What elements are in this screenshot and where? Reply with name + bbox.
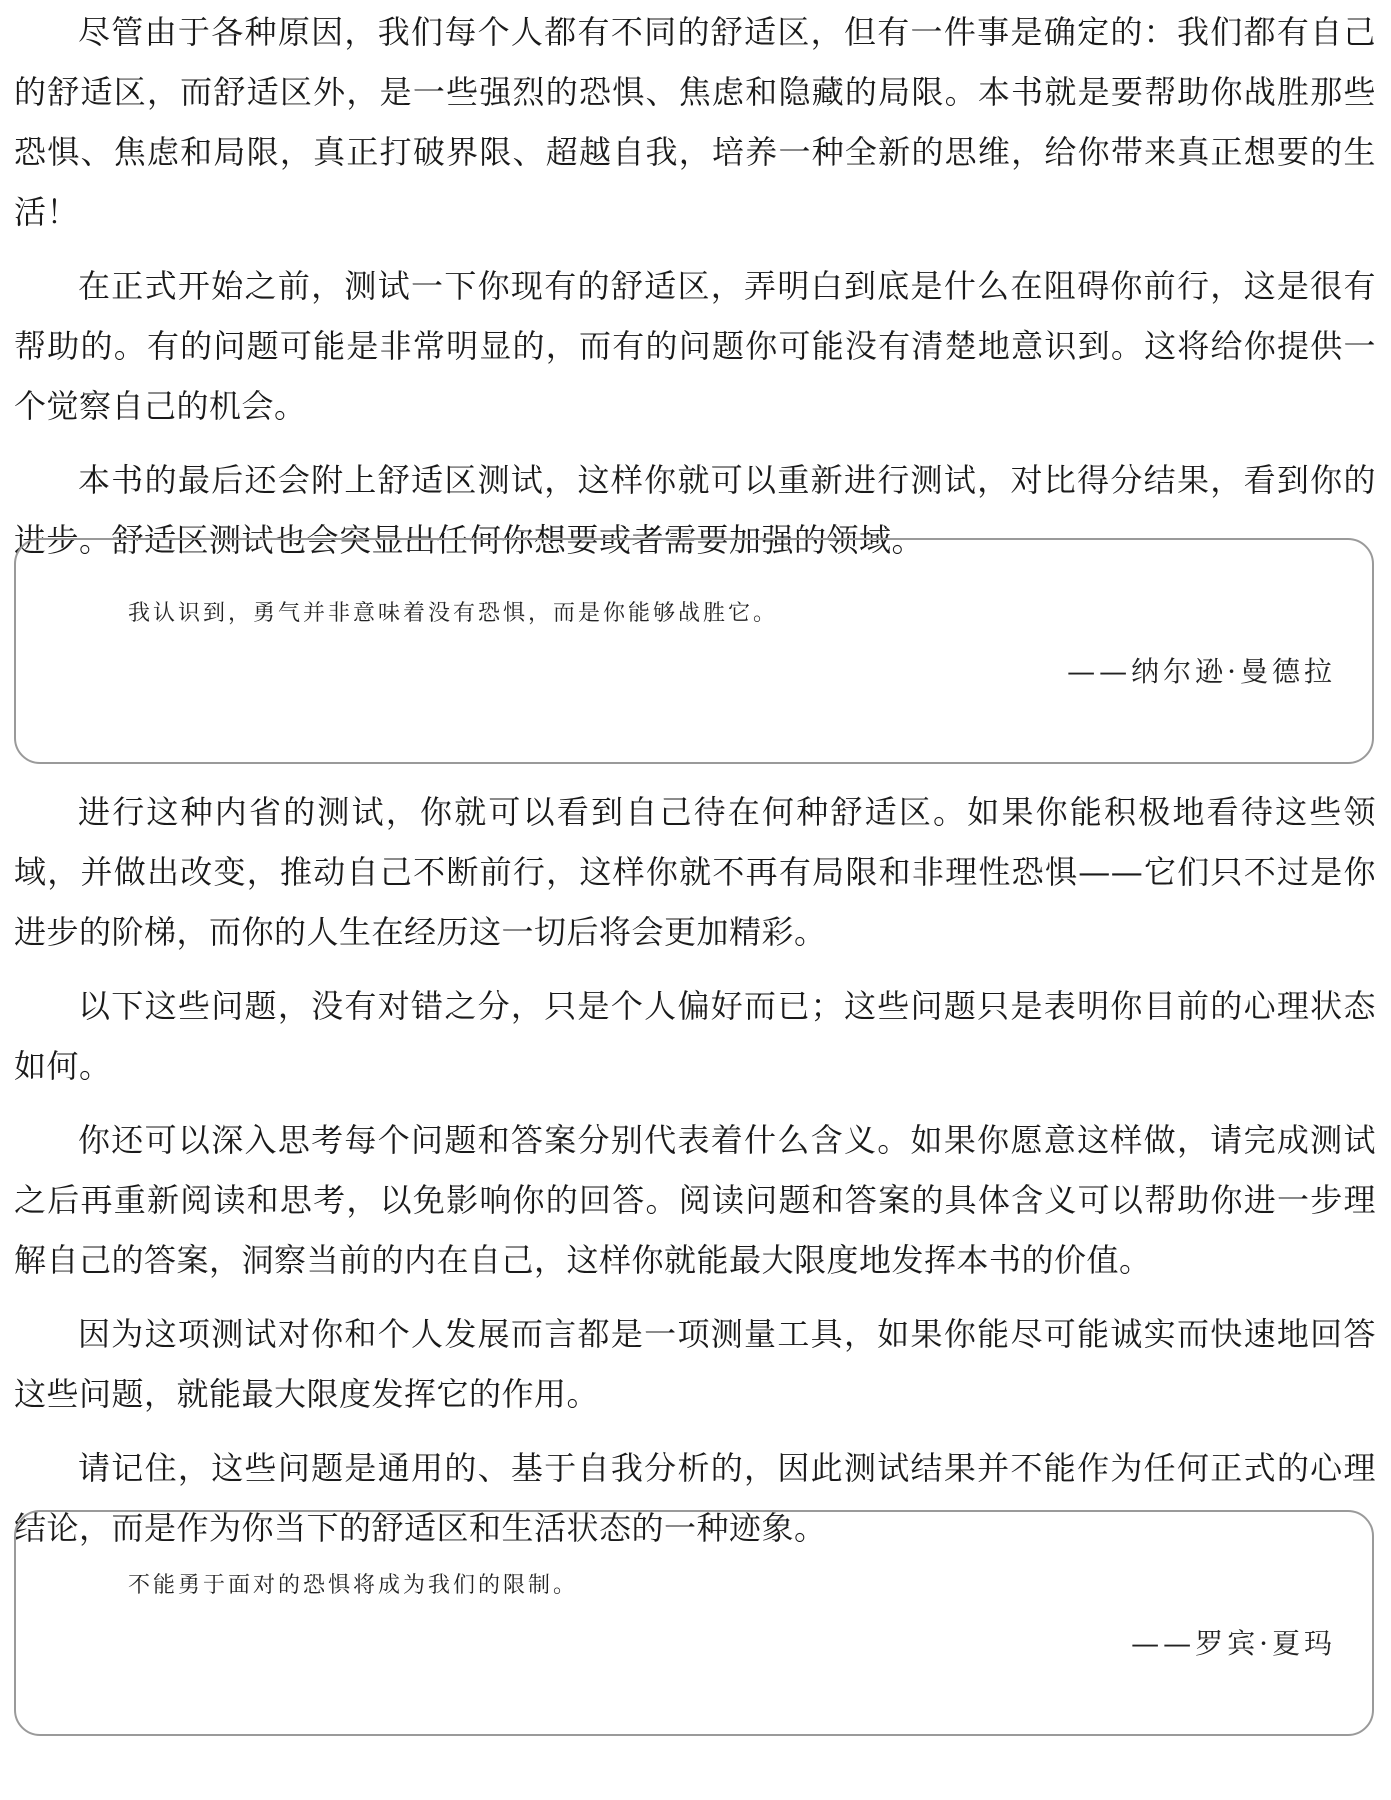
paragraph: 尽管由于各种原因，我们每个人都有不同的舒适区，但有一件事是确定的：我们都有自己的舒适区，而舒适区外，是一些强烈的恐惧、焦虑和隐藏的局限。本书就是要帮助你战胜那些恐惧、焦虑和局限，真正打破界限、超越自我，培养一种全新的思维，给你带来真正想要的生活！ (14, 13, 1376, 231)
paragraph: 请记住，这些问题是通用的、基于自我分析的，因此测试结果并不能作为任何正式的心理结论，而是作为你当下的舒适区和生活状态的一种迹象。 (14, 1449, 1376, 1547)
quote-author: ——纳尔逊·曼德拉 (1067, 655, 1336, 688)
paragraph: 你还可以深入思考每个问题和答案分别代表着什么含义。如果你愿意这样做，请完成测试之后再重新阅读和思考，以免影响你的回答。阅读问题和答案的具体含义可以帮助你进一步理解自己的答案，洞察当前的内在自己，这样你就能最大限度地发挥本书的价值。 (14, 1121, 1376, 1279)
quote-box (14, 1510, 1374, 1736)
paragraph: 以下这些问题，没有对错之分，只是个人偏好而已；这些问题只是表明你目前的心理状态如何。 (14, 987, 1376, 1085)
paragraph: 在正式开始之前，测试一下你现有的舒适区，弄明白到底是什么在阻碍你前行，这是很有帮助的。有的问题可能是非常明显的，而有的问题你可能没有清楚地意识到。这将给你提供一个觉察自己的机会。 (14, 267, 1376, 425)
paragraph: 进行这种内省的测试，你就可以看到自己待在何种舒适区。如果你能积极地看待这些领域，并做出改变，推动自己不断前行，这样你就不再有局限和非理性恐惧——它们只不过是你进步的阶梯，而你的人生在经历这一切后将会更加精彩。 (14, 793, 1376, 951)
body-text-top (14, 2, 1376, 570)
paragraph: 因为这项测试对你和个人发展而言都是一项测量工具，如果你能尽可能诚实而快速地回答这些问题，就能最大限度发挥它的作用。 (14, 1315, 1376, 1413)
quote-text: 不能勇于面对的恐惧将成为我们的限制。 (128, 1573, 579, 1598)
paragraph: 本书的最后还会附上舒适区测试，这样你就可以重新进行测试，对比得分结果，看到你的进步。舒适区测试也会突显出任何你想要或者需要加强的领域。 (14, 461, 1376, 559)
quote-text: 我认识到，勇气并非意味着没有恐惧，而是你能够战胜它。 (128, 601, 779, 626)
quote-author: ——罗宾·夏玛 (1131, 1627, 1336, 1660)
body-text-middle (14, 782, 1376, 1558)
quote-box (14, 538, 1374, 764)
